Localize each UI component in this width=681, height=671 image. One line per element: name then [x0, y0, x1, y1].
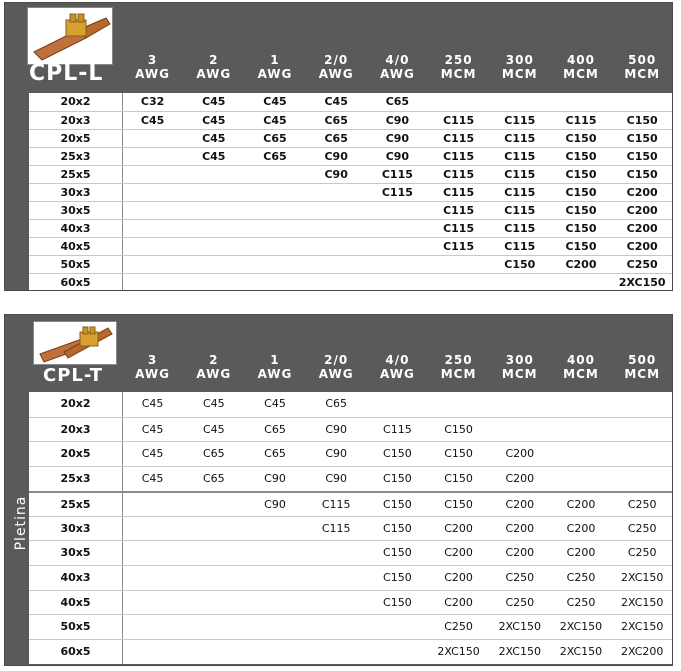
column-header-size: 2: [209, 53, 219, 67]
table-cell: C45: [141, 422, 164, 436]
table-cell: C32: [140, 95, 165, 108]
cpl-t-brand-title: CPL-T: [43, 365, 103, 386]
table-cell: C65: [263, 132, 287, 145]
table-cell: C150: [565, 168, 597, 181]
row-label: 40x5: [29, 591, 122, 615]
table-cell: C45: [202, 397, 225, 410]
cpl-t-table: [4, 314, 673, 666]
row-label: 20x5: [29, 130, 122, 147]
column-header: [550, 353, 611, 381]
row-label: 25x3: [29, 467, 122, 491]
column-header-size: 2/0: [324, 353, 349, 367]
table-cell: C90: [325, 447, 348, 461]
table-cell: C90: [324, 150, 348, 163]
table-cell: C65: [264, 447, 286, 461]
column-header: [367, 53, 428, 81]
table-cell: C250: [627, 546, 657, 560]
column-header-size: 250: [444, 53, 473, 67]
table-cell: C115: [504, 186, 536, 199]
table-row: [29, 201, 673, 219]
row-label: 20x2: [29, 392, 122, 416]
cpl-l-brand-title: CPL-L: [29, 61, 104, 86]
table-cell: C65: [324, 132, 348, 145]
table-cell: C200: [566, 497, 596, 511]
row-label: 50x5: [29, 256, 122, 273]
table-row: [29, 219, 673, 237]
table-cell: C150: [444, 447, 473, 461]
table-cell: C200: [626, 186, 658, 199]
table-cell: C115: [443, 150, 475, 163]
table-cell: C150: [626, 168, 658, 181]
column-header-size: 4/0: [385, 353, 410, 367]
table-cell: C250: [627, 497, 657, 511]
cpl-l-rows: [29, 93, 673, 291]
column-header: [183, 353, 244, 381]
column-header: [612, 353, 673, 381]
column-header: [367, 353, 428, 381]
table-cell: C150: [504, 258, 536, 271]
table-cell: C65: [325, 397, 348, 410]
column-header-unit: AWG: [318, 67, 354, 81]
table-cell: 2XC150: [620, 595, 664, 609]
row-label: 30x5: [29, 202, 122, 219]
row-label: 25x5: [29, 493, 122, 517]
table-cell: C115: [504, 222, 536, 235]
table-row: [29, 111, 673, 129]
column-header-unit: MCM: [440, 67, 477, 81]
column-header-size: 500: [628, 53, 657, 67]
table-cell: C200: [505, 497, 535, 511]
row-label: 40x3: [29, 566, 122, 590]
row-label: 60x5: [29, 640, 122, 664]
table-cell: C115: [443, 222, 475, 235]
table-cell: 2XC150: [498, 645, 541, 658]
row-label: 30x3: [29, 517, 122, 541]
table-row: [29, 565, 673, 590]
table-row: [29, 441, 673, 466]
column-header-unit: MCM: [563, 67, 599, 81]
table-cell: C115: [443, 204, 475, 217]
table-row: [29, 491, 673, 516]
connector-t-icon: [34, 322, 116, 364]
table-row: [29, 129, 673, 147]
row-label: 25x5: [29, 166, 122, 183]
column-header: [550, 53, 611, 81]
table-cell: C90: [385, 150, 410, 163]
table-cell: 2XC150: [618, 276, 666, 289]
table-cell: C150: [565, 186, 597, 199]
row-label: 60x5: [29, 274, 122, 291]
table-cell: 2XC150: [437, 645, 480, 658]
column-header-size: 3: [147, 53, 158, 67]
table-cell: C115: [504, 240, 536, 253]
table-cell: C200: [626, 204, 658, 217]
cpl-l-product-image: [27, 7, 113, 65]
column-header-unit: MCM: [501, 67, 538, 81]
table-cell: C150: [383, 447, 412, 461]
row-label: 20x5: [29, 442, 122, 466]
column-header: [306, 353, 367, 381]
column-header-size: 250: [444, 353, 473, 367]
table-cell: C250: [627, 521, 657, 535]
table-cell: C150: [383, 595, 412, 609]
cpl-t-product-image: [33, 321, 117, 365]
table-row: [29, 255, 673, 273]
column-header-size: 400: [566, 353, 596, 367]
table-cell: C200: [565, 258, 597, 271]
table-cell: C45: [263, 114, 287, 127]
column-header: [183, 53, 244, 81]
table-cell: C115: [565, 114, 597, 127]
table-cell: C115: [504, 132, 536, 145]
column-header-unit: MCM: [624, 67, 661, 81]
table-cell: C150: [444, 497, 473, 511]
column-header-unit: AWG: [196, 367, 232, 381]
table-row: [29, 392, 673, 417]
row-label: 40x3: [29, 220, 122, 237]
table-cell: C115: [381, 168, 413, 181]
table-cell: C200: [505, 521, 535, 535]
column-header-size: 4/0: [385, 53, 410, 67]
column-header-unit: AWG: [379, 67, 415, 81]
column-header-unit: MCM: [440, 367, 477, 381]
table-cell: 2XC150: [620, 620, 664, 634]
table-row: [29, 540, 673, 565]
table-cell: 2XC150: [559, 620, 603, 634]
table-cell: 2XC150: [498, 620, 541, 634]
table-row: [29, 516, 673, 541]
column-header-unit: MCM: [624, 367, 661, 381]
table-cell: C45: [202, 422, 225, 436]
column-header: [489, 53, 550, 81]
table-cell: C115: [504, 204, 536, 217]
table-cell: C200: [444, 595, 473, 609]
table-cell: C45: [202, 114, 226, 127]
table-cell: C115: [443, 168, 475, 181]
table-cell: C90: [385, 132, 410, 145]
column-header: [489, 353, 550, 381]
connector-l-icon: [28, 8, 112, 64]
table-cell: C150: [444, 422, 473, 436]
row-label: 20x3: [29, 418, 122, 442]
table-cell: 2XC200: [620, 645, 664, 658]
table-cell: C45: [324, 95, 348, 108]
row-label: 50x5: [29, 615, 122, 639]
table-cell: C90: [324, 168, 348, 181]
column-header-unit: MCM: [563, 367, 599, 381]
column-header: [306, 53, 367, 81]
column-header: [122, 353, 183, 381]
table-cell: C45: [141, 397, 164, 410]
table-cell: 2XC150: [559, 645, 603, 658]
table-row: [29, 147, 673, 165]
table-cell: C65: [202, 472, 225, 486]
column-header: [122, 53, 183, 81]
column-header-unit: AWG: [196, 67, 232, 81]
column-header-size: 1: [270, 53, 280, 67]
table-cell: C115: [381, 186, 413, 199]
table-cell: C150: [565, 240, 597, 253]
table-cell: C115: [443, 132, 475, 145]
column-header: [244, 53, 305, 81]
table-cell: C150: [565, 150, 597, 163]
table-cell: C150: [565, 204, 597, 217]
column-header-size: 300: [505, 53, 534, 67]
table-cell: C45: [141, 472, 164, 486]
column-header-size: 400: [566, 53, 596, 67]
table-cell: C65: [324, 114, 348, 127]
row-label: 25x3: [29, 148, 122, 165]
row-label: 40x5: [29, 238, 122, 255]
table-row: [29, 417, 673, 442]
table-cell: C200: [626, 222, 658, 235]
table-cell: C115: [321, 521, 351, 535]
row-label: 20x3: [29, 112, 122, 129]
row-label: 20x2: [29, 93, 122, 110]
table-cell: C90: [325, 422, 348, 436]
table-cell: C45: [141, 447, 164, 461]
table-cell: 2XC150: [620, 570, 664, 584]
column-header-size: 500: [628, 353, 657, 367]
table-cell: C150: [565, 132, 597, 145]
table-cell: C45: [202, 132, 226, 145]
table-cell: C45: [202, 150, 226, 163]
pletina-side-label: Pletina: [13, 495, 29, 551]
cpl-l-table: [4, 2, 673, 291]
table-cell: C150: [626, 114, 658, 127]
column-header-unit: AWG: [257, 367, 293, 381]
table-cell: C115: [443, 240, 475, 253]
column-header: [428, 53, 489, 81]
table-cell: C200: [444, 546, 473, 560]
table-cell: C65: [263, 150, 287, 163]
table-cell: C90: [264, 497, 286, 511]
column-header-unit: AWG: [135, 367, 171, 381]
table-cell: C115: [504, 168, 536, 181]
table-row: [29, 165, 673, 183]
table-cell: C150: [383, 570, 412, 584]
table-row: [29, 273, 673, 291]
table-cell: C65: [202, 447, 225, 461]
table-cell: C90: [325, 472, 348, 486]
table-cell: C200: [566, 521, 596, 535]
column-header-size: 2: [209, 353, 219, 367]
table-cell: C150: [626, 132, 658, 145]
table-cell: C150: [383, 472, 412, 486]
table-cell: C200: [505, 546, 535, 560]
table-cell: C200: [505, 447, 535, 461]
table-cell: C90: [385, 114, 410, 127]
table-row: [29, 466, 673, 491]
table-cell: C200: [626, 240, 658, 253]
table-cell: C200: [566, 546, 596, 560]
column-header-size: 1: [270, 353, 280, 367]
table-cell: C150: [444, 472, 473, 486]
table-cell: C250: [444, 620, 473, 634]
column-header-unit: MCM: [501, 367, 538, 381]
column-header-unit: AWG: [379, 367, 415, 381]
table-cell: C200: [444, 521, 473, 535]
column-header: [244, 353, 305, 381]
column-header-unit: AWG: [257, 67, 293, 81]
column-header-size: 3: [147, 353, 158, 367]
table-cell: C150: [565, 222, 597, 235]
table-cell: C65: [264, 422, 286, 436]
table-cell: C250: [566, 570, 596, 584]
table-cell: C115: [383, 422, 412, 436]
table-row: [29, 590, 673, 615]
table-cell: C250: [566, 595, 596, 609]
table-row: [29, 183, 673, 201]
table-cell: C150: [383, 546, 412, 560]
table-cell: C90: [264, 472, 286, 486]
table-row: [29, 237, 673, 255]
table-cell: C45: [263, 95, 287, 108]
table-cell: C250: [505, 595, 535, 609]
table-cell: C45: [264, 397, 286, 410]
column-header: [612, 53, 673, 81]
table-row: [29, 93, 673, 111]
table-cell: C45: [202, 95, 226, 108]
table-cell: C150: [383, 521, 412, 535]
table-cell: C45: [140, 114, 165, 127]
row-label: 30x5: [29, 541, 122, 565]
table-cell: C115: [443, 186, 475, 199]
table-cell: C250: [505, 570, 535, 584]
column-header: [428, 353, 489, 381]
table-cell: C200: [444, 570, 473, 584]
table-row: [29, 639, 673, 664]
table-cell: C200: [505, 472, 535, 486]
table-row: [29, 614, 673, 639]
table-cell: C115: [321, 497, 351, 511]
row-label: 30x3: [29, 184, 122, 201]
table-cell: C65: [385, 95, 410, 108]
table-cell: C150: [383, 497, 412, 511]
table-cell: C250: [626, 258, 658, 271]
table-cell: C115: [504, 114, 536, 127]
column-header-size: 2/0: [324, 53, 349, 67]
cpl-t-rows: [29, 392, 673, 664]
column-header-unit: AWG: [135, 67, 171, 81]
table-cell: C115: [504, 150, 536, 163]
table-cell: C115: [443, 114, 475, 127]
table-cell: C150: [626, 150, 658, 163]
column-header-size: 300: [505, 353, 534, 367]
column-header-unit: AWG: [318, 367, 354, 381]
